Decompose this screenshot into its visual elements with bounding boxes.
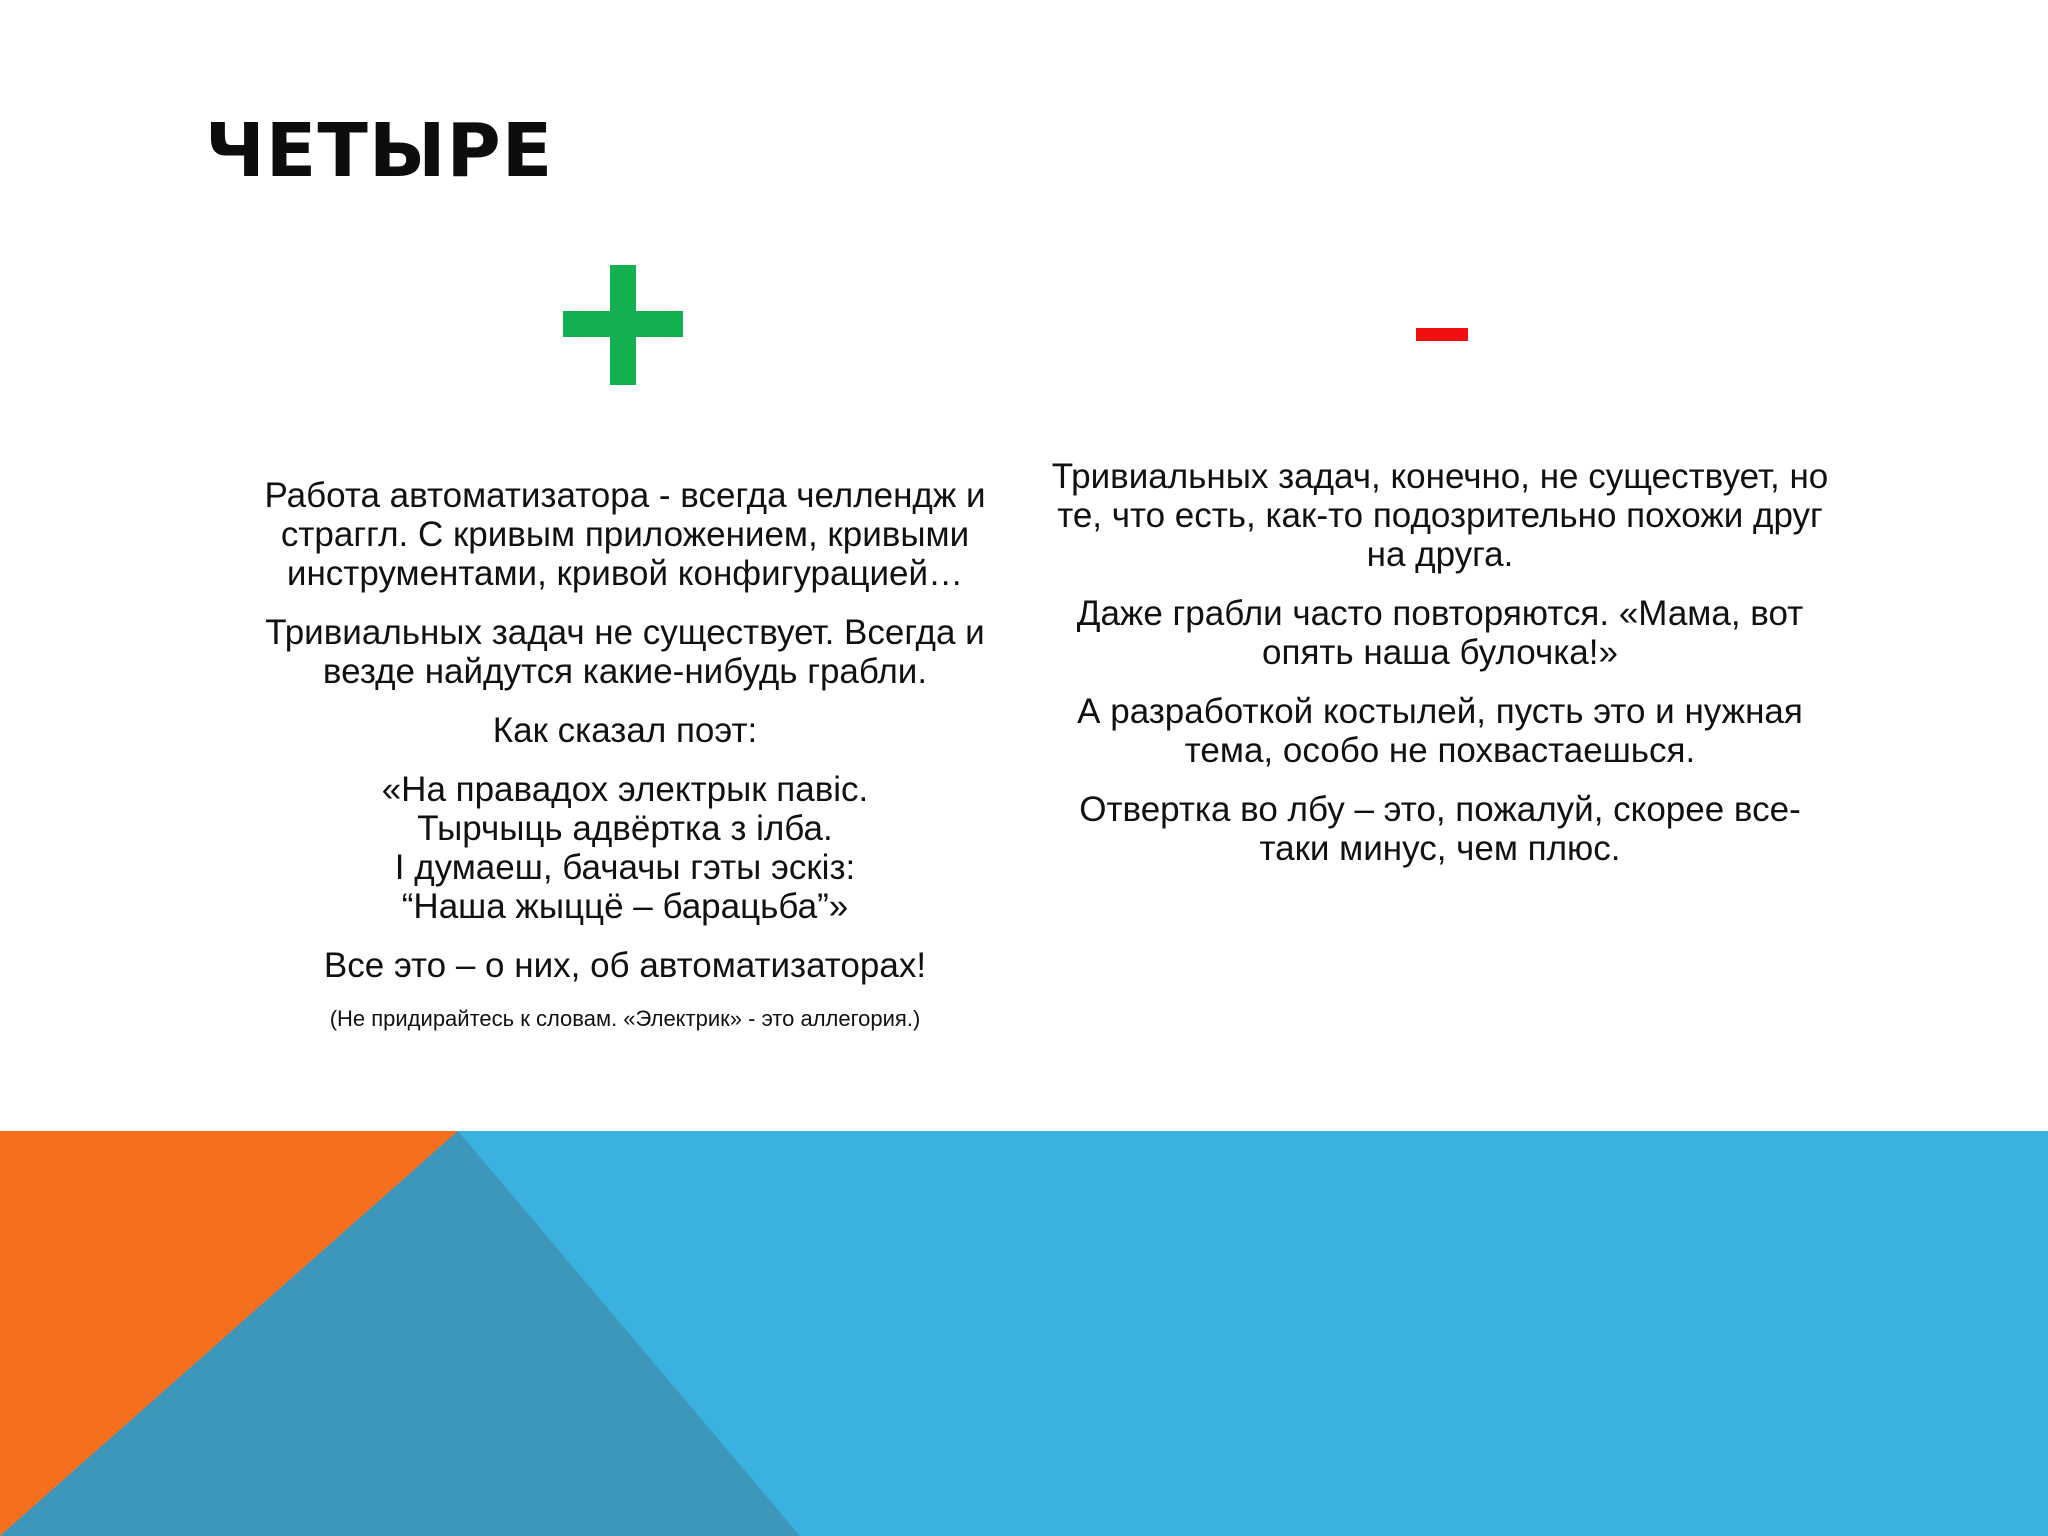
minus-icon	[1416, 328, 1468, 341]
pros-note: (Не придирайтесь к словам. «Электрик» - это аллегория.)	[329, 1006, 921, 1031]
pros-paragraph: Работа автоматизатора - всегда челлендж и страггл. С кривым приложением, кривыми инструментами, кривой конфигурацией…	[264, 476, 986, 593]
cons-column	[1045, 457, 1835, 888]
pros-paragraph: Все это – о них, об автоматизаторах!	[323, 946, 927, 985]
cons-paragraph: А разработкой костылей, пусть это и нужная тема, особо не похвастаешься.	[1077, 692, 1803, 770]
plus-icon	[563, 265, 683, 385]
slide-title: ЧЕТЫРЕ	[205, 108, 554, 194]
pros-paragraph: Тривиальных задач не существует. Всегда и везде найдутся какие-нибудь грабли.	[265, 613, 985, 691]
cons-paragraph: Отвертка во лбу – это, пожалуй, скорее все-таки минус, чем плюс.	[1079, 790, 1801, 868]
poem-quote: «На правадох электрык павіс. Тырчыць адвёртка з ілба. І думаеш, бачачы гэты эскіз: “Наша жыццё – барацьба”»	[381, 770, 869, 926]
cons-paragraph: Тривиальных задач, конечно, не существует, но те, что есть, как-то подозрительно похожи друг на друга.	[1051, 457, 1829, 574]
decorative-shapes	[0, 1131, 2048, 1536]
pros-paragraph: Как сказал поэт:	[492, 711, 758, 750]
cons-paragraph: Даже грабли часто повторяются. «Мама, вот опять наша булочка!»	[1076, 594, 1804, 672]
pros-column	[235, 476, 1015, 1053]
